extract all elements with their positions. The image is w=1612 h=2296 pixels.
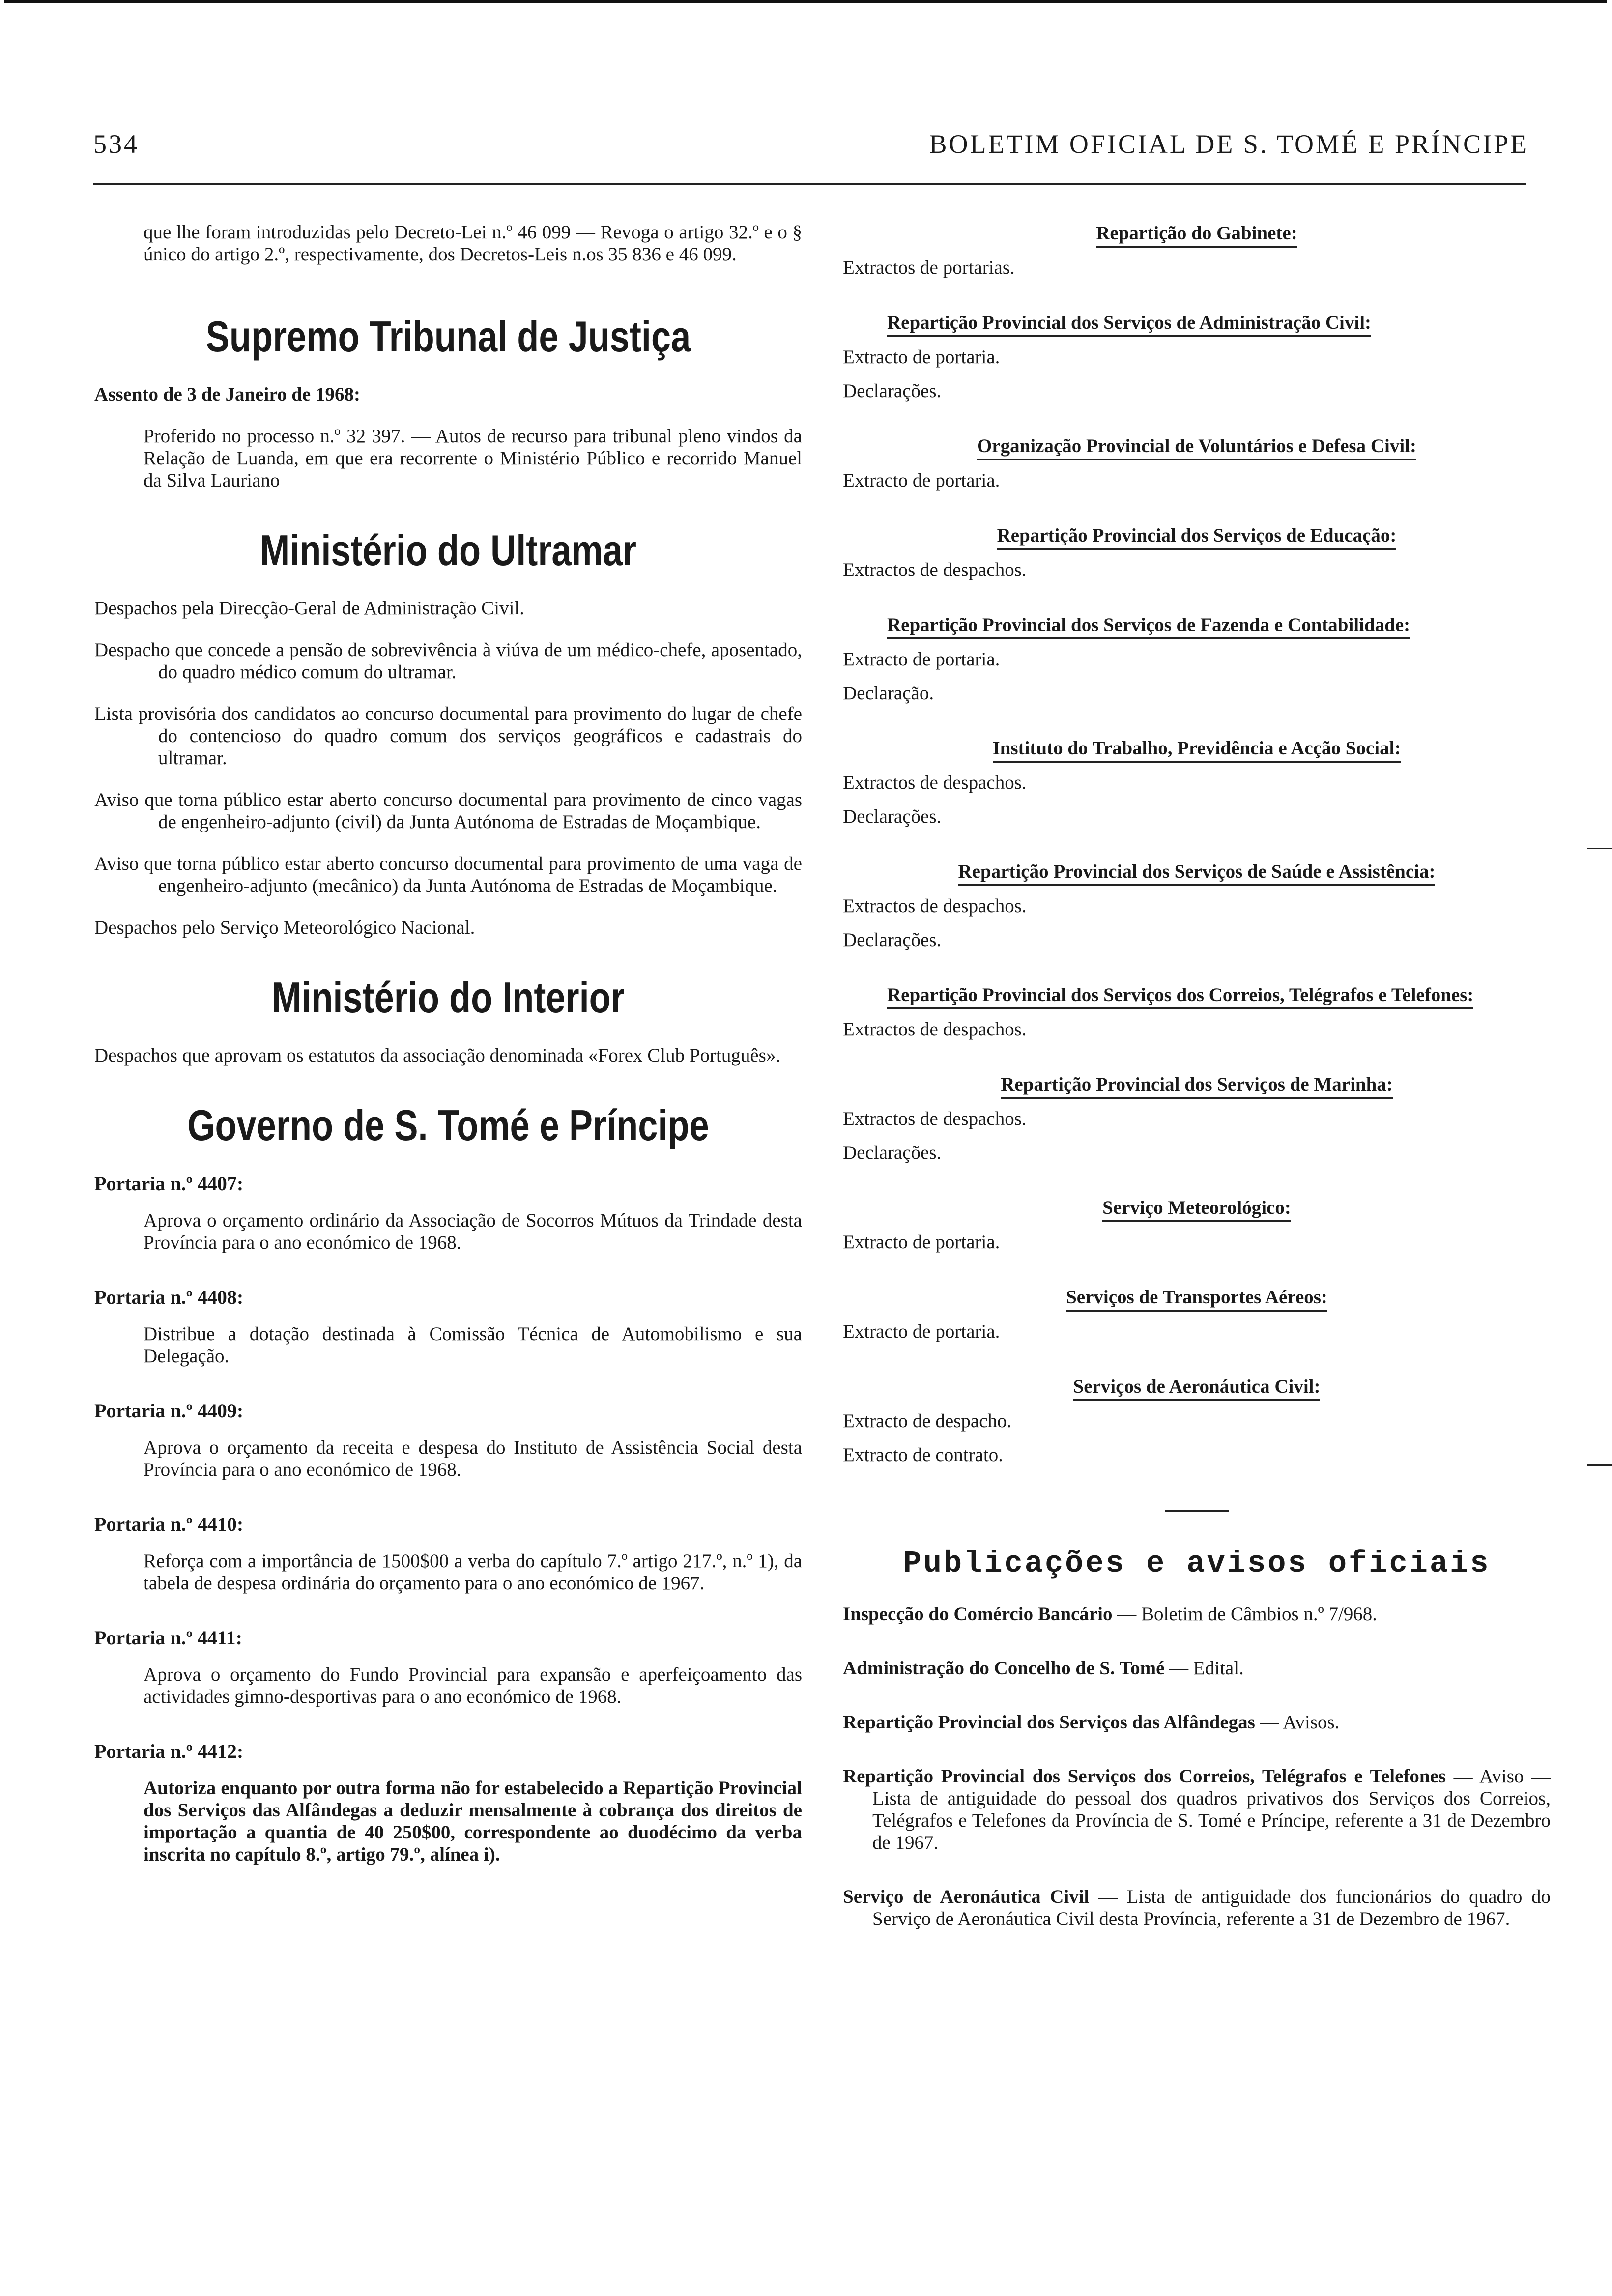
margin-mark	[1587, 848, 1612, 849]
section-heading: Organização Provincial de Voluntários e Defesa Civil:	[843, 434, 1551, 459]
publicacao-entry: Serviço de Aeronáutica Civil — Lista de antiguidade dos funcionários do quadro do Serviço de Aeronáutica Civil desta Província, referente a 31 de Dezembro de 1967.	[843, 1886, 1551, 1929]
ultramar-item: Despachos pelo Serviço Meteorológico Nacional.	[94, 917, 475, 938]
assento-label: Assento de 3 de Janeiro de 1968:	[94, 384, 360, 405]
portaria-label: Portaria n.º 4411:	[94, 1627, 242, 1649]
section-line: Extractos de despachos.	[843, 895, 1027, 917]
ultramar-item: Despachos pela Direcção-Geral de Administração Civil.	[94, 598, 525, 619]
portaria-text: Autoriza enquanto por outra forma não for estabelecido a Repartição Provincial dos Serviços das Alfândegas a deduzir mensalmente à cobrança dos direitos de importação a quantia de 40 250$00, correspondente ao duodécimo da verba inscrita no capítulo 8.º, artigo 79.º, alínea i).	[144, 1778, 802, 1865]
ultramar-item: Despacho que concede a pensão de sobrevivência à viúva de um médico-chefe, aposentado, do quadro médico comum do ultramar.	[94, 639, 802, 683]
section-line: Extracto de portaria.	[843, 649, 1000, 670]
section-heading: Repartição Provincial dos Serviços de Marinha:	[843, 1072, 1551, 1097]
portaria-text: Aprova o orçamento ordinário da Associação de Socorros Mútuos da Trindade desta Província para o ano económico de 1968.	[144, 1210, 802, 1253]
ultramar-item: Lista provisória dos candidatos ao concurso documental para provimento do lugar de chefe do contencioso do quadro comum dos serviços geográficos e cadastrais do ultramar.	[94, 703, 802, 769]
section-heading: Instituto do Trabalho, Previdência e Acção Social:	[843, 736, 1551, 761]
intro-paragraph: que lhe foram introduzidas pelo Decreto-Lei n.º 46 099 — Revoga o artigo 32.º e o § único do artigo 2.º, respectivamente, dos Decretos-Leis n.os 35 836 e 46 099.	[144, 222, 802, 265]
section-heading: Repartição Provincial dos Serviços de Administração Civil:	[843, 311, 1551, 335]
portaria-label: Portaria n.º 4408:	[94, 1286, 244, 1308]
section-heading: Serviços de Transportes Aéreos:	[843, 1285, 1551, 1310]
publicacao-entry: Repartição Provincial dos Serviços dos Correios, Telégrafos e Telefones — Aviso — Lista de antiguidade do pessoal dos quadros privativos dos Serviços dos Correios, Telégrafos e Telefones da Província de S. Tomé e Príncipe, referente a 31 de Dezembro de 1967.	[843, 1766, 1551, 1853]
section-line: Extracto de portaria.	[843, 1232, 1000, 1253]
section-title-supremo: Supremo Tribunal de Justiça	[205, 312, 691, 361]
page-header	[93, 129, 1528, 163]
section-line: Extracto de portaria.	[843, 346, 1000, 368]
section-title-interior: Ministério do Interior	[272, 973, 625, 1022]
section-line: Extractos de despachos.	[843, 559, 1027, 580]
section-block	[843, 983, 1551, 1040]
publication-title: BOLETIM OFICIAL DE S. TOMÉ E PRÍNCIPE	[929, 129, 1528, 159]
right-column	[843, 221, 1551, 1930]
portaria-text: Aprova o orçamento do Fundo Provincial para expansão e aperfeiçoamento das actividades gimno-desportivas para o ano económico de 1968.	[144, 1664, 802, 1707]
portaria-label: Portaria n.º 4407:	[94, 1173, 244, 1195]
portaria-text: Aprova o orçamento da receita e despesa do Instituto de Assistência Social desta Província para o ano económico de 1968.	[144, 1437, 802, 1480]
section-heading: Serviços de Aeronáutica Civil:	[843, 1375, 1551, 1399]
section-line: Extracto de portaria.	[843, 470, 1000, 491]
section-heading: Serviço Meteorológico:	[843, 1196, 1551, 1220]
ultramar-item: Aviso que torna público estar aberto concurso documental para provimento de cinco vagas de engenheiro-adjunto (civil) da Junta Autónoma de Estradas de Moçambique.	[94, 789, 802, 832]
section-heading: Repartição Provincial dos Serviços de Saúde e Assistência:	[843, 860, 1551, 884]
publicacao-entry: Repartição Provincial dos Serviços das Alfândegas — Avisos.	[843, 1712, 1340, 1733]
section-line: Extracto de despacho.	[843, 1410, 1012, 1432]
section-block	[843, 311, 1551, 402]
ultramar-item: Aviso que torna público estar aberto concurso documental para provimento de uma vaga de engenheiro-adjunto (mecânico) da Junta Autónoma de Estradas de Moçambique.	[94, 853, 802, 896]
section-heading: Repartição Provincial dos Serviços dos Correios, Telégrafos e Telefones:	[843, 983, 1551, 1007]
header-rule	[93, 183, 1526, 185]
portaria-label: Portaria n.º 4412:	[94, 1740, 244, 1762]
publicacao-entry: Administração do Concelho de S. Tomé — Edital.	[843, 1658, 1244, 1679]
section-block	[843, 1196, 1551, 1253]
section-block	[843, 1072, 1551, 1164]
margin-mark	[1587, 1464, 1612, 1466]
section-block	[843, 434, 1551, 491]
section-block	[843, 1375, 1551, 1466]
interior-text: Despachos que aprovam os estatutos da associação denominada «Forex Club Português».	[94, 1045, 781, 1066]
section-block	[843, 613, 1551, 704]
section-block	[843, 736, 1551, 828]
portaria-text: Reforça com a importância de 1500$00 a verba do capítulo 7.º artigo 217.º, n.º 1), da tabela de despesa ordinária do orçamento para o ano económico de 1967.	[144, 1550, 802, 1594]
publicacao-entry: Inspecção do Comércio Bancário — Boletim de Câmbios n.º 7/968.	[843, 1604, 1378, 1625]
section-block	[843, 523, 1551, 581]
section-heading: Repartição Provincial dos Serviços de Fazenda e Contabilidade:	[843, 613, 1551, 637]
portaria-label: Portaria n.º 4410:	[94, 1513, 244, 1535]
section-title-ultramar: Ministério do Ultramar	[260, 526, 636, 574]
section-line: Extractos de despachos.	[843, 1019, 1027, 1040]
portaria-text: Distribue a dotação destinada à Comissão Técnica de Automobilismo e sua Delegação.	[144, 1323, 802, 1367]
section-heading: Repartição Provincial dos Serviços de Educação:	[843, 523, 1551, 548]
section-title-governo: Governo de S. Tomé e Príncipe	[187, 1101, 709, 1149]
section-line: Declarações.	[843, 806, 942, 827]
publicacoes-list	[843, 1603, 1551, 1930]
section-line: Extractos de despachos.	[843, 772, 1027, 793]
section-line: Extractos de despachos.	[843, 1108, 1027, 1129]
section-line: Extracto de contrato.	[843, 1444, 1003, 1465]
section-line: Declarações.	[843, 380, 942, 402]
top-border	[4, 0, 1607, 13]
left-column	[94, 221, 802, 1866]
section-block	[843, 860, 1551, 951]
section-block	[843, 221, 1551, 279]
section-line: Declaração.	[843, 683, 934, 704]
section-line: Declarações.	[843, 929, 942, 950]
section-heading: Repartição do Gabinete:	[843, 221, 1551, 246]
assento-text: Proferido no processo n.º 32 397. — Autos de recurso para tribunal pleno vindos da Relação de Luanda, em que era recorrente o Ministério Público e recorrido Manuel da Silva Lauriano	[144, 426, 802, 491]
section-line: Extractos de portarias.	[843, 257, 1015, 278]
section-line: Extracto de portaria.	[843, 1321, 1000, 1342]
page-number: 534	[93, 129, 139, 159]
section-block	[843, 1285, 1551, 1343]
section-line: Declarações.	[843, 1142, 942, 1163]
portaria-label: Portaria n.º 4409:	[94, 1400, 244, 1422]
publicacoes-title: Publicações e avisos oficiais	[903, 1546, 1491, 1581]
